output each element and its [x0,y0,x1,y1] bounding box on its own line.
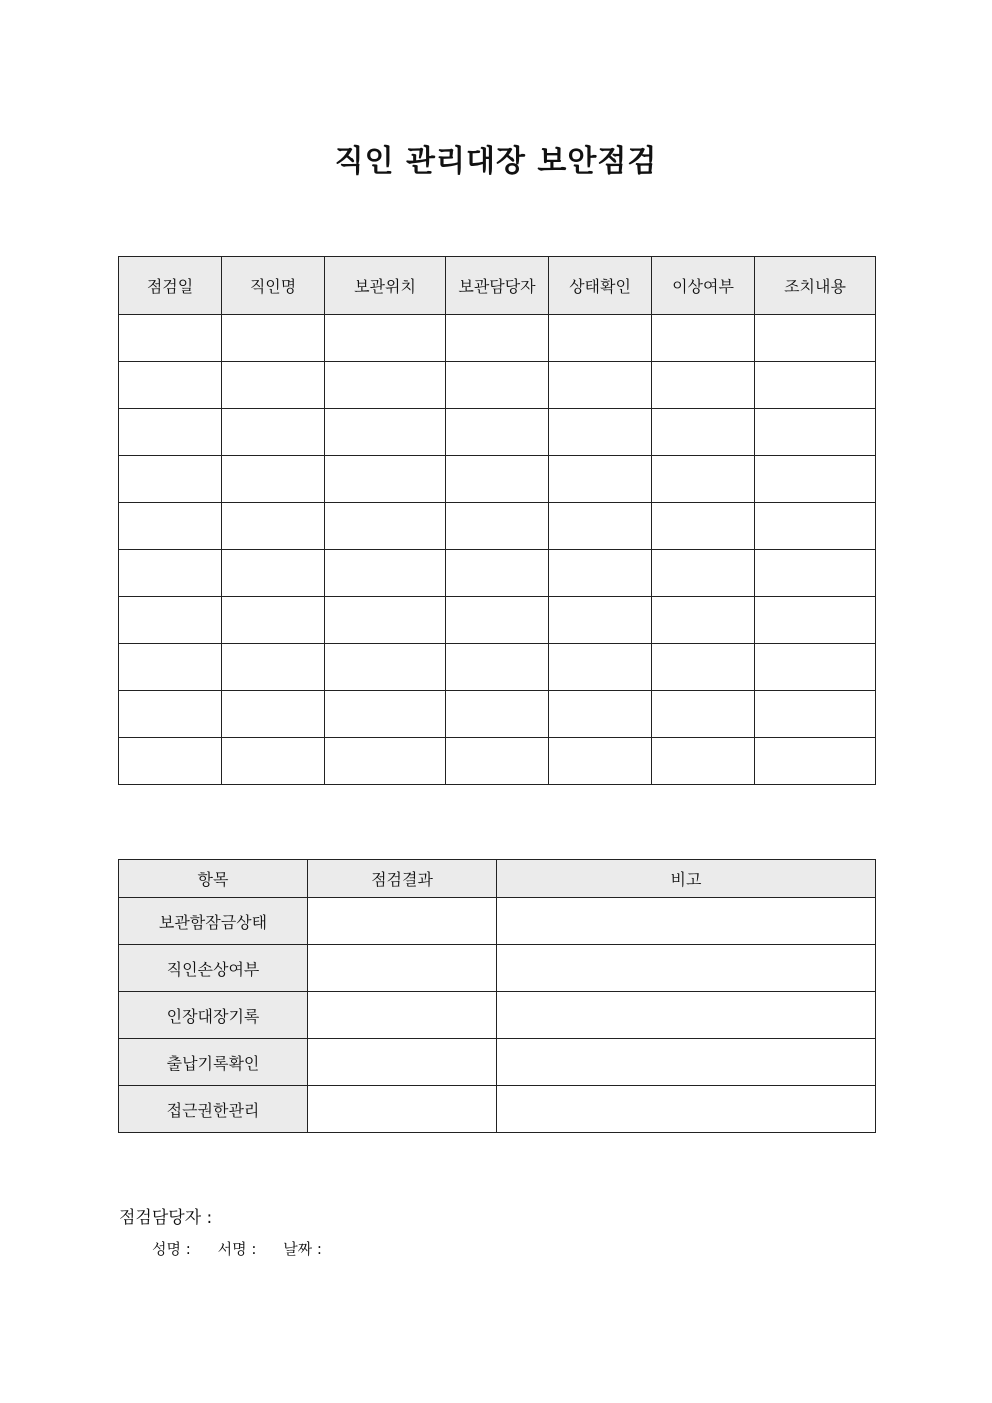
log-cell[interactable] [325,738,446,785]
log-cell[interactable] [119,362,222,409]
log-cell[interactable] [652,644,755,691]
log-cell[interactable] [446,409,549,456]
checklist-result-cell[interactable] [308,898,497,945]
log-cell[interactable] [446,644,549,691]
log-cell[interactable] [755,550,876,597]
log-cell[interactable] [755,362,876,409]
log-cell[interactable] [652,597,755,644]
log-cell[interactable] [325,409,446,456]
checklist-header-item: 항목 [119,860,308,898]
signature-line [152,1238,344,1259]
log-cell[interactable] [325,644,446,691]
log-cell[interactable] [119,315,222,362]
log-cell[interactable] [652,738,755,785]
log-cell[interactable] [222,362,325,409]
log-cell[interactable] [446,738,549,785]
checklist-row [119,898,876,945]
log-cell[interactable] [755,691,876,738]
log-row [119,597,876,644]
log-cell[interactable] [222,550,325,597]
log-cell[interactable] [652,503,755,550]
log-cell[interactable] [652,315,755,362]
checklist-item-label: 출납기록확인 [119,1039,308,1086]
log-cell[interactable] [549,550,652,597]
log-cell[interactable] [325,691,446,738]
log-cell[interactable] [119,691,222,738]
log-cell[interactable] [119,644,222,691]
log-cell[interactable] [325,362,446,409]
log-cell[interactable] [222,597,325,644]
log-cell[interactable] [119,456,222,503]
log-cell[interactable] [549,409,652,456]
log-row [119,644,876,691]
checklist-table [118,859,876,1133]
checklist-remarks-cell[interactable] [497,945,876,992]
log-cell[interactable] [325,503,446,550]
signature-label: 서명 : [217,1240,257,1258]
log-cell[interactable] [446,597,549,644]
log-cell[interactable] [222,644,325,691]
log-cell[interactable] [325,456,446,503]
log-row [119,550,876,597]
log-row [119,691,876,738]
log-cell[interactable] [325,550,446,597]
date-label: 날짜 : [283,1240,322,1258]
checklist-header-remarks: 비고 [497,860,876,898]
checklist-row [119,945,876,992]
log-cell[interactable] [755,738,876,785]
log-header-status-check: 상태확인 [549,257,652,315]
log-cell[interactable] [549,597,652,644]
log-cell[interactable] [755,456,876,503]
checklist-item-label: 접근권한관리 [119,1086,308,1133]
log-cell[interactable] [549,503,652,550]
log-row [119,738,876,785]
checklist-result-cell[interactable] [308,1086,497,1133]
checklist-header-row [119,860,876,898]
checklist-item-label: 인장대장기록 [119,992,308,1039]
log-cell[interactable] [755,409,876,456]
log-header-action: 조치내용 [755,257,876,315]
log-cell[interactable] [446,456,549,503]
log-cell[interactable] [222,409,325,456]
log-cell[interactable] [119,550,222,597]
log-row [119,456,876,503]
log-cell[interactable] [549,738,652,785]
log-cell[interactable] [549,691,652,738]
checklist-remarks-cell[interactable] [497,1086,876,1133]
log-cell[interactable] [755,315,876,362]
log-cell[interactable] [446,503,549,550]
page-title: 직인 관리대장 보안점검 [334,144,658,179]
name-label: 성명 : [152,1240,191,1258]
log-header-row [119,257,876,315]
log-cell[interactable] [222,738,325,785]
checklist-row [119,992,876,1039]
inspection-log-table [118,256,876,785]
checklist-remarks-cell[interactable] [497,1039,876,1086]
log-cell[interactable] [119,597,222,644]
checklist-header-result: 점검결과 [308,860,497,898]
log-cell[interactable] [755,503,876,550]
checklist-result-cell[interactable] [308,1039,497,1086]
log-cell[interactable] [325,597,446,644]
checklist-item-label: 보관함잠금상태 [119,898,308,945]
log-cell[interactable] [652,409,755,456]
log-cell[interactable] [222,503,325,550]
log-cell[interactable] [549,644,652,691]
log-row [119,362,876,409]
checklist-result-cell[interactable] [308,992,497,1039]
log-cell[interactable] [222,691,325,738]
log-cell[interactable] [446,315,549,362]
log-cell[interactable] [446,691,549,738]
log-cell[interactable] [119,409,222,456]
log-header-custodian: 보관담당자 [446,257,549,315]
checklist-result-cell[interactable] [308,945,497,992]
log-header-storage-location: 보관위치 [325,257,446,315]
log-cell[interactable] [222,456,325,503]
log-header-date: 점검일 [119,257,222,315]
log-cell[interactable] [446,550,549,597]
checklist-remarks-cell[interactable] [497,898,876,945]
log-header-anomaly: 이상여부 [652,257,755,315]
log-row [119,503,876,550]
log-cell[interactable] [652,550,755,597]
log-row [119,315,876,362]
log-cell[interactable] [755,644,876,691]
log-cell[interactable] [549,315,652,362]
checklist-row [119,1039,876,1086]
log-cell[interactable] [549,456,652,503]
log-cell[interactable] [222,315,325,362]
log-cell[interactable] [549,362,652,409]
log-cell[interactable] [325,315,446,362]
checklist-remarks-cell[interactable] [497,992,876,1039]
checklist-row [119,1086,876,1133]
log-cell[interactable] [652,456,755,503]
log-cell[interactable] [119,503,222,550]
inspector-label: 점검담당자 : [119,1208,213,1228]
log-cell[interactable] [446,362,549,409]
checklist-item-label: 직인손상여부 [119,945,308,992]
log-cell[interactable] [119,738,222,785]
log-row [119,409,876,456]
log-cell[interactable] [652,691,755,738]
log-cell[interactable] [755,597,876,644]
log-header-seal-name: 직인명 [222,257,325,315]
log-cell[interactable] [652,362,755,409]
